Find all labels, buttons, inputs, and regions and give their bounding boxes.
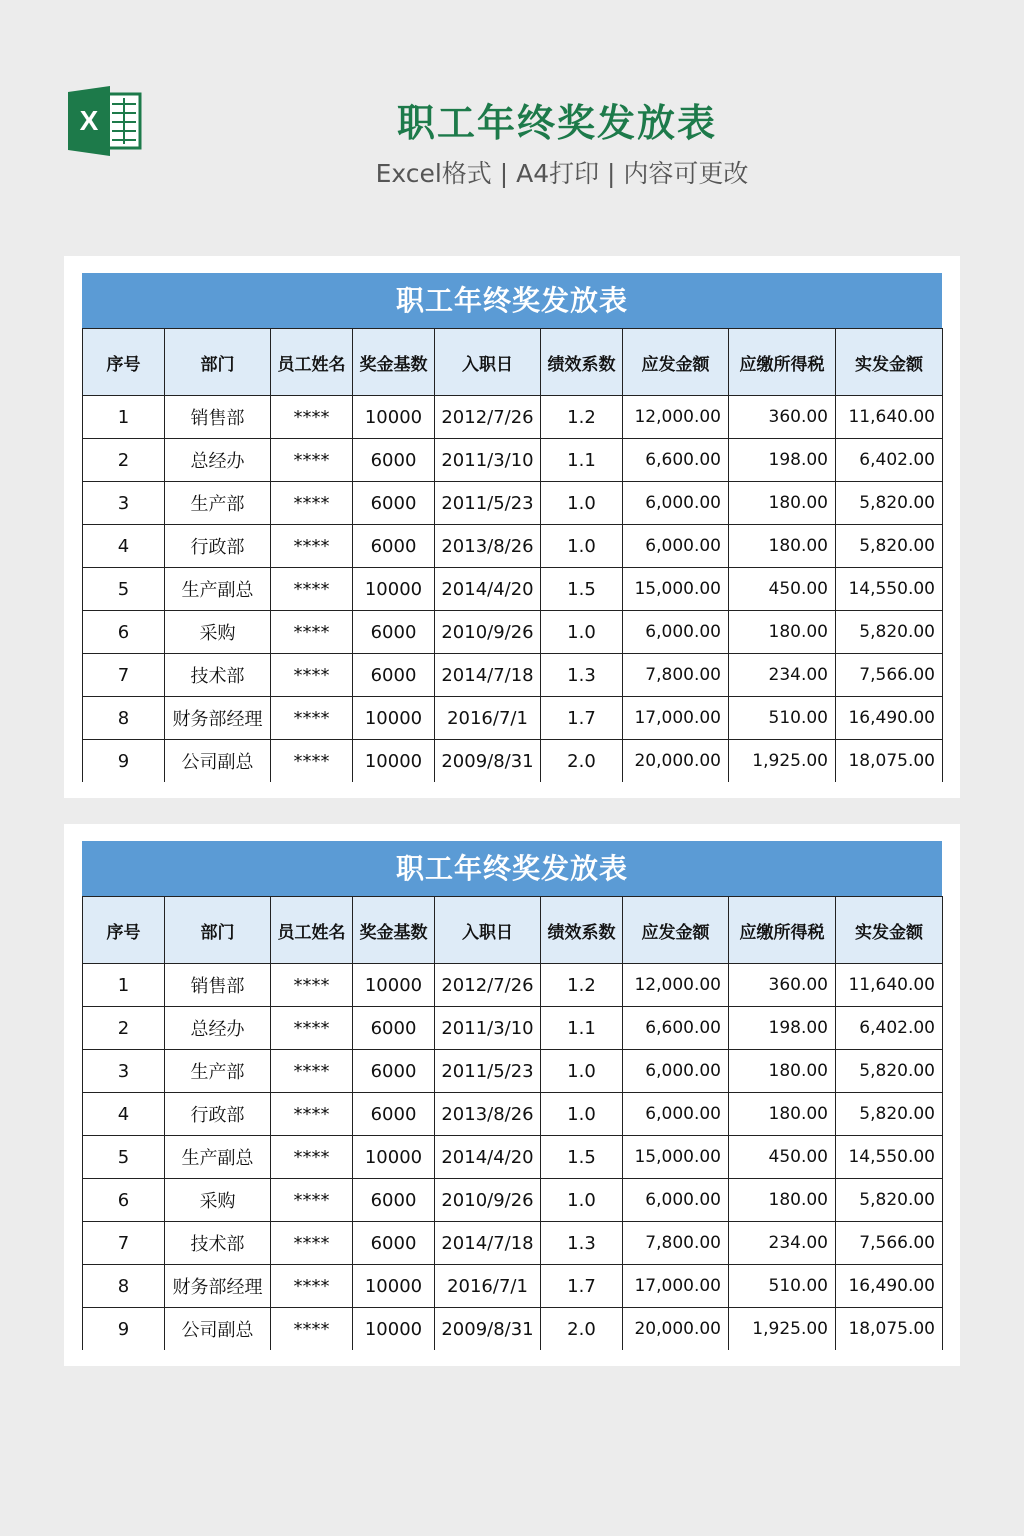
col-employee-name-cell[interactable]: **** xyxy=(271,396,353,439)
col-bonus-base-header: 奖金基数 xyxy=(353,329,435,396)
col-department-header: 部门 xyxy=(165,329,271,396)
col-index-cell[interactable]: 9 xyxy=(83,1308,165,1351)
table-row xyxy=(83,611,943,654)
col-net-amount-cell[interactable]: 14,550.00 xyxy=(836,1136,943,1179)
col-bonus-base-cell[interactable]: 6000 xyxy=(353,439,435,482)
col-hire-date-header: 入职日 xyxy=(435,897,541,964)
col-index-cell[interactable]: 3 xyxy=(83,1050,165,1093)
col-performance-factor-cell[interactable]: 1.5 xyxy=(541,1136,623,1179)
col-net-amount-header: 实发金额 xyxy=(836,329,943,396)
col-bonus-base-header: 奖金基数 xyxy=(353,897,435,964)
col-index-cell[interactable]: 7 xyxy=(83,654,165,697)
col-bonus-base-cell[interactable]: 10000 xyxy=(353,1136,435,1179)
col-employee-name-cell[interactable]: **** xyxy=(271,740,353,783)
col-department-cell[interactable]: 生产副总 xyxy=(165,568,271,611)
col-gross-amount-cell[interactable]: 20,000.00 xyxy=(623,1308,729,1351)
col-gross-amount-cell[interactable]: 20,000.00 xyxy=(623,740,729,783)
col-department-cell[interactable]: 技术部 xyxy=(165,654,271,697)
table-row xyxy=(83,1179,943,1222)
table-row xyxy=(83,1136,943,1179)
col-bonus-base-cell[interactable]: 6000 xyxy=(353,525,435,568)
spreadsheet xyxy=(82,273,942,782)
col-bonus-base-cell[interactable]: 6000 xyxy=(353,1007,435,1050)
col-income-tax-cell[interactable]: 360.00 xyxy=(729,964,836,1007)
col-employee-name-cell[interactable]: **** xyxy=(271,568,353,611)
col-net-amount-cell[interactable]: 16,490.00 xyxy=(836,1265,943,1308)
table-row xyxy=(83,740,943,783)
col-performance-factor-cell[interactable]: 1.0 xyxy=(541,1050,623,1093)
sheet-card-1 xyxy=(64,256,960,798)
col-department-cell[interactable]: 总经办 xyxy=(165,439,271,482)
col-employee-name-cell[interactable]: **** xyxy=(271,1222,353,1265)
col-department-cell[interactable]: 技术部 xyxy=(165,1222,271,1265)
col-performance-factor-cell[interactable]: 1.3 xyxy=(541,1222,623,1265)
col-performance-factor-cell[interactable]: 2.0 xyxy=(541,740,623,783)
table-row xyxy=(83,1222,943,1265)
col-performance-factor-cell[interactable]: 1.2 xyxy=(541,964,623,1007)
col-employee-name-cell[interactable]: **** xyxy=(271,1179,353,1222)
col-index-cell[interactable]: 9 xyxy=(83,740,165,783)
col-index-cell[interactable]: 4 xyxy=(83,525,165,568)
col-bonus-base-cell[interactable]: 10000 xyxy=(353,568,435,611)
col-income-tax-cell[interactable]: 510.00 xyxy=(729,697,836,740)
col-index-cell[interactable]: 1 xyxy=(83,396,165,439)
col-gross-amount-cell[interactable]: 15,000.00 xyxy=(623,568,729,611)
col-index-cell[interactable]: 6 xyxy=(83,1179,165,1222)
table-row xyxy=(83,964,943,1007)
col-gross-amount-cell[interactable]: 12,000.00 xyxy=(623,964,729,1007)
col-income-tax-cell[interactable]: 1,925.00 xyxy=(729,1308,836,1351)
col-hire-date-cell[interactable]: 2016/7/1 xyxy=(435,1265,541,1308)
col-index-cell[interactable]: 8 xyxy=(83,697,165,740)
col-employee-name-cell[interactable]: **** xyxy=(271,1007,353,1050)
col-index-cell[interactable]: 7 xyxy=(83,1222,165,1265)
col-gross-amount-cell[interactable]: 6,000.00 xyxy=(623,1050,729,1093)
col-bonus-base-cell[interactable]: 6000 xyxy=(353,482,435,525)
col-department-cell[interactable]: 行政部 xyxy=(165,525,271,568)
table-row xyxy=(83,1093,943,1136)
col-bonus-base-cell[interactable]: 10000 xyxy=(353,740,435,783)
col-hire-date-cell[interactable]: 2010/9/26 xyxy=(435,611,541,654)
col-income-tax-cell[interactable]: 180.00 xyxy=(729,482,836,525)
col-department-cell[interactable]: 财务部经理 xyxy=(165,1265,271,1308)
col-net-amount-cell[interactable]: 14,550.00 xyxy=(836,568,943,611)
col-bonus-base-cell[interactable]: 6000 xyxy=(353,1222,435,1265)
col-performance-factor-cell[interactable]: 1.7 xyxy=(541,697,623,740)
col-department-cell[interactable]: 公司副总 xyxy=(165,740,271,783)
col-net-amount-cell[interactable]: 18,075.00 xyxy=(836,1308,943,1351)
col-hire-date-cell[interactable]: 2011/5/23 xyxy=(435,482,541,525)
col-income-tax-cell[interactable]: 510.00 xyxy=(729,1265,836,1308)
col-net-amount-cell[interactable]: 5,820.00 xyxy=(836,525,943,568)
col-income-tax-cell[interactable]: 180.00 xyxy=(729,611,836,654)
col-gross-amount-cell[interactable]: 6,000.00 xyxy=(623,482,729,525)
page-title: 职工年终奖发放表 xyxy=(396,101,717,145)
col-bonus-base-cell[interactable]: 6000 xyxy=(353,654,435,697)
col-gross-amount-header: 应发金额 xyxy=(623,329,729,396)
col-net-amount-cell[interactable]: 6,402.00 xyxy=(836,1007,943,1050)
col-net-amount-cell[interactable]: 6,402.00 xyxy=(836,439,943,482)
table-row xyxy=(83,1308,943,1351)
col-net-amount-cell[interactable]: 18,075.00 xyxy=(836,740,943,783)
col-net-amount-cell[interactable]: 11,640.00 xyxy=(836,396,943,439)
col-net-amount-cell[interactable]: 11,640.00 xyxy=(836,964,943,1007)
col-performance-factor-cell[interactable]: 1.7 xyxy=(541,1265,623,1308)
col-hire-date-cell[interactable]: 2011/3/10 xyxy=(435,1007,541,1050)
col-employee-name-cell[interactable]: **** xyxy=(271,439,353,482)
col-employee-name-cell[interactable]: **** xyxy=(271,525,353,568)
col-employee-name-header: 员工姓名 xyxy=(271,897,353,964)
col-department-cell[interactable]: 销售部 xyxy=(165,396,271,439)
col-index-cell[interactable]: 4 xyxy=(83,1093,165,1136)
col-bonus-base-cell[interactable]: 10000 xyxy=(353,964,435,1007)
col-gross-amount-cell[interactable]: 15,000.00 xyxy=(623,1136,729,1179)
col-hire-date-cell[interactable]: 2014/7/18 xyxy=(435,654,541,697)
col-hire-date-cell[interactable]: 2014/7/18 xyxy=(435,1222,541,1265)
col-index-header: 序号 xyxy=(83,897,165,964)
bonus-table xyxy=(82,896,943,1350)
col-department-cell[interactable]: 生产副总 xyxy=(165,1136,271,1179)
col-hire-date-cell[interactable]: 2009/8/31 xyxy=(435,1308,541,1351)
col-income-tax-cell[interactable]: 198.00 xyxy=(729,439,836,482)
col-net-amount-cell[interactable]: 7,566.00 xyxy=(836,654,943,697)
col-performance-factor-cell[interactable]: 2.0 xyxy=(541,1308,623,1351)
col-hire-date-cell[interactable]: 2014/4/20 xyxy=(435,1136,541,1179)
col-net-amount-cell[interactable]: 5,820.00 xyxy=(836,1050,943,1093)
table-row xyxy=(83,482,943,525)
table-row xyxy=(83,1050,943,1093)
col-bonus-base-cell[interactable]: 6000 xyxy=(353,1050,435,1093)
col-employee-name-header: 员工姓名 xyxy=(271,329,353,396)
col-income-tax-cell[interactable]: 234.00 xyxy=(729,1222,836,1265)
col-performance-factor-cell[interactable]: 1.5 xyxy=(541,568,623,611)
col-net-amount-cell[interactable]: 7,566.00 xyxy=(836,1222,943,1265)
col-employee-name-cell[interactable]: **** xyxy=(271,611,353,654)
col-net-amount-cell[interactable]: 16,490.00 xyxy=(836,697,943,740)
col-net-amount-cell[interactable]: 5,820.00 xyxy=(836,1179,943,1222)
col-gross-amount-cell[interactable]: 12,000.00 xyxy=(623,396,729,439)
col-bonus-base-cell[interactable]: 6000 xyxy=(353,1093,435,1136)
page-subtitle: Excel格式 | A4打印 | 内容可更改 xyxy=(375,159,749,188)
col-performance-factor-cell[interactable]: 1.0 xyxy=(541,611,623,654)
col-index-cell[interactable]: 8 xyxy=(83,1265,165,1308)
col-net-amount-cell[interactable]: 5,820.00 xyxy=(836,482,943,525)
col-income-tax-cell[interactable]: 450.00 xyxy=(729,1136,836,1179)
col-performance-factor-cell[interactable]: 1.1 xyxy=(541,1007,623,1050)
col-employee-name-cell[interactable]: **** xyxy=(271,1050,353,1093)
col-employee-name-cell[interactable]: **** xyxy=(271,654,353,697)
table-header-row xyxy=(83,897,943,964)
col-bonus-base-cell[interactable]: 6000 xyxy=(353,1179,435,1222)
col-hire-date-cell[interactable]: 2016/7/1 xyxy=(435,697,541,740)
table-row xyxy=(83,439,943,482)
col-income-tax-cell[interactable]: 180.00 xyxy=(729,525,836,568)
col-income-tax-cell[interactable]: 180.00 xyxy=(729,1050,836,1093)
col-bonus-base-cell[interactable]: 10000 xyxy=(353,396,435,439)
col-department-cell[interactable]: 采购 xyxy=(165,1179,271,1222)
col-bonus-base-cell[interactable]: 10000 xyxy=(353,1265,435,1308)
logo-letter: X xyxy=(79,105,99,136)
col-net-amount-cell[interactable]: 5,820.00 xyxy=(836,611,943,654)
col-performance-factor-cell[interactable]: 1.2 xyxy=(541,396,623,439)
col-employee-name-cell[interactable]: **** xyxy=(271,964,353,1007)
table-row xyxy=(83,568,943,611)
table-row xyxy=(83,1265,943,1308)
col-gross-amount-cell[interactable]: 17,000.00 xyxy=(623,697,729,740)
table-row xyxy=(83,697,943,740)
col-gross-amount-cell[interactable]: 6,600.00 xyxy=(623,1007,729,1050)
col-hire-date-cell[interactable]: 2011/5/23 xyxy=(435,1050,541,1093)
col-hire-date-cell[interactable]: 2013/8/26 xyxy=(435,525,541,568)
col-employee-name-cell[interactable]: **** xyxy=(271,1265,353,1308)
col-net-amount-cell[interactable]: 5,820.00 xyxy=(836,1093,943,1136)
col-index-cell[interactable]: 5 xyxy=(83,1136,165,1179)
col-department-cell[interactable]: 生产部 xyxy=(165,482,271,525)
col-index-header: 序号 xyxy=(83,329,165,396)
col-bonus-base-cell[interactable]: 6000 xyxy=(353,611,435,654)
col-department-cell[interactable]: 采购 xyxy=(165,611,271,654)
col-index-cell[interactable]: 5 xyxy=(83,568,165,611)
col-gross-amount-cell[interactable]: 6,000.00 xyxy=(623,1093,729,1136)
col-performance-factor-header: 绩效系数 xyxy=(541,329,623,396)
col-hire-date-cell[interactable]: 2014/4/20 xyxy=(435,568,541,611)
col-hire-date-cell[interactable]: 2011/3/10 xyxy=(435,439,541,482)
spreadsheet xyxy=(82,841,942,1350)
col-gross-amount-cell[interactable]: 7,800.00 xyxy=(623,1222,729,1265)
col-employee-name-cell[interactable]: **** xyxy=(271,1136,353,1179)
col-employee-name-cell[interactable]: **** xyxy=(271,482,353,525)
col-income-tax-cell[interactable]: 180.00 xyxy=(729,1093,836,1136)
col-performance-factor-cell[interactable]: 1.3 xyxy=(541,654,623,697)
col-hire-date-cell[interactable]: 2010/9/26 xyxy=(435,1179,541,1222)
col-income-tax-cell[interactable]: 180.00 xyxy=(729,1179,836,1222)
col-index-cell[interactable]: 2 xyxy=(83,439,165,482)
col-gross-amount-cell[interactable]: 6,000.00 xyxy=(623,525,729,568)
col-performance-factor-cell[interactable]: 1.0 xyxy=(541,482,623,525)
table-row xyxy=(83,525,943,568)
col-income-tax-cell[interactable]: 198.00 xyxy=(729,1007,836,1050)
col-hire-date-header: 入职日 xyxy=(435,329,541,396)
col-department-cell[interactable]: 销售部 xyxy=(165,964,271,1007)
col-income-tax-cell[interactable]: 450.00 xyxy=(729,568,836,611)
col-hire-date-cell[interactable]: 2009/8/31 xyxy=(435,740,541,783)
col-index-cell[interactable]: 2 xyxy=(83,1007,165,1050)
col-employee-name-cell[interactable]: **** xyxy=(271,1093,353,1136)
page-header xyxy=(0,0,1024,250)
col-performance-factor-cell[interactable]: 1.0 xyxy=(541,525,623,568)
col-employee-name-cell[interactable]: **** xyxy=(271,697,353,740)
col-department-header: 部门 xyxy=(165,897,271,964)
col-index-cell[interactable]: 1 xyxy=(83,964,165,1007)
col-income-tax-header: 应缴所得税 xyxy=(729,897,836,964)
col-hire-date-cell[interactable]: 2012/7/26 xyxy=(435,396,541,439)
col-performance-factor-cell[interactable]: 1.0 xyxy=(541,1093,623,1136)
col-income-tax-cell[interactable]: 234.00 xyxy=(729,654,836,697)
col-index-cell[interactable]: 6 xyxy=(83,611,165,654)
table-row xyxy=(83,654,943,697)
table-row xyxy=(83,1007,943,1050)
col-department-cell[interactable]: 行政部 xyxy=(165,1093,271,1136)
col-income-tax-header: 应缴所得税 xyxy=(729,329,836,396)
col-net-amount-header: 实发金额 xyxy=(836,897,943,964)
col-gross-amount-cell[interactable]: 17,000.00 xyxy=(623,1265,729,1308)
col-bonus-base-cell[interactable]: 10000 xyxy=(353,697,435,740)
table-header-row xyxy=(83,329,943,396)
col-bonus-base-cell[interactable]: 10000 xyxy=(353,1308,435,1351)
col-hire-date-cell[interactable]: 2012/7/26 xyxy=(435,964,541,1007)
col-hire-date-cell[interactable]: 2013/8/26 xyxy=(435,1093,541,1136)
sheet-banner-title: 职工年终奖发放表 xyxy=(82,273,942,328)
col-gross-amount-cell[interactable]: 7,800.00 xyxy=(623,654,729,697)
col-income-tax-cell[interactable]: 1,925.00 xyxy=(729,740,836,783)
col-department-cell[interactable]: 生产部 xyxy=(165,1050,271,1093)
table-row xyxy=(83,396,943,439)
col-income-tax-cell[interactable]: 360.00 xyxy=(729,396,836,439)
sheet-card-2 xyxy=(64,824,960,1366)
col-gross-amount-cell[interactable]: 6,600.00 xyxy=(623,439,729,482)
col-index-cell[interactable]: 3 xyxy=(83,482,165,525)
col-employee-name-cell[interactable]: **** xyxy=(271,1308,353,1351)
col-gross-amount-cell[interactable]: 6,000.00 xyxy=(623,611,729,654)
col-department-cell[interactable]: 公司副总 xyxy=(165,1308,271,1351)
sheet-banner-title: 职工年终奖发放表 xyxy=(82,841,942,896)
col-gross-amount-cell[interactable]: 6,000.00 xyxy=(623,1179,729,1222)
bonus-table xyxy=(82,328,943,782)
col-performance-factor-cell[interactable]: 1.0 xyxy=(541,1179,623,1222)
col-gross-amount-header: 应发金额 xyxy=(623,897,729,964)
col-performance-factor-cell[interactable]: 1.1 xyxy=(541,439,623,482)
col-performance-factor-header: 绩效系数 xyxy=(541,897,623,964)
col-department-cell[interactable]: 总经办 xyxy=(165,1007,271,1050)
col-department-cell[interactable]: 财务部经理 xyxy=(165,697,271,740)
